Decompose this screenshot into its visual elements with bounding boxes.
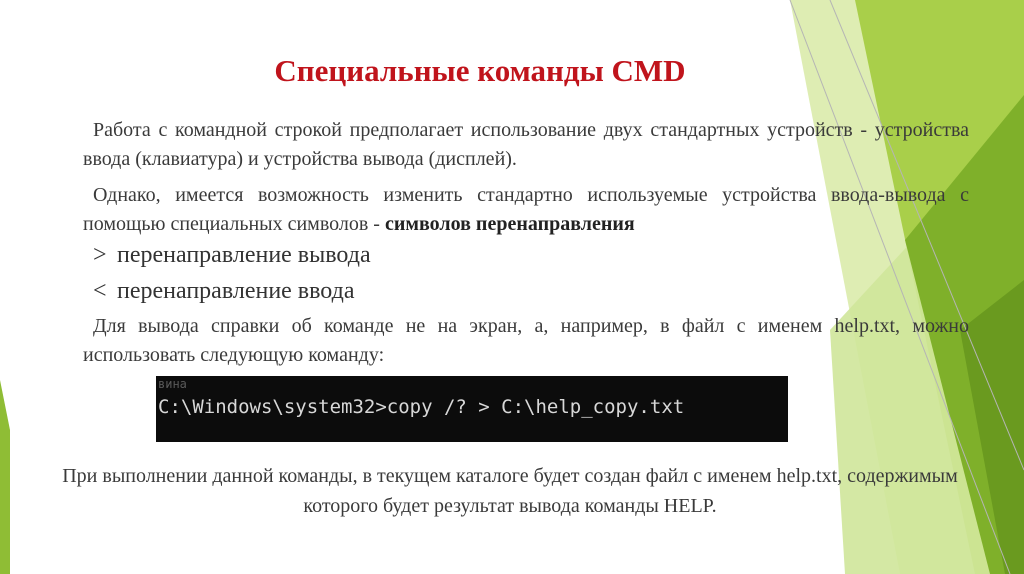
redirect-output-item bbox=[93, 240, 371, 270]
redirect-output-symbol: > bbox=[93, 242, 107, 268]
redirect-input-symbol: < bbox=[93, 278, 107, 304]
paragraph-redirect bbox=[83, 181, 969, 239]
command-ghost-text: вина bbox=[158, 377, 187, 391]
paragraph-redirect-bold: символов перенаправления bbox=[384, 213, 635, 235]
redirect-input-label: перенаправление ввода bbox=[117, 278, 355, 304]
command-screenshot bbox=[156, 376, 788, 442]
redirect-output-label: перенаправление вывода bbox=[117, 242, 371, 268]
green-shape-left-edge bbox=[0, 380, 10, 574]
slide-title: Специальные команды CMD bbox=[274, 53, 686, 88]
paragraph-redirect-text: Однако, имеется возможность изменить стандартно используемые устройства ввода-вывода с помощью специальных символов - bbox=[83, 184, 969, 235]
redirect-input-item bbox=[93, 276, 354, 306]
paragraph-result: При выполнении данной команды, в текущем каталоге будет создан файл с именем help.txt, содержимым которого будет результат вывода команды HELP. bbox=[62, 465, 958, 517]
command-line: C:\Windows\system32>copy /? > C:\help_copy.txt bbox=[158, 396, 685, 418]
paragraph-intro: Работа с командной строкой предполагает использование двух стандартных устройств - устройства ввода (клавиатура) и устройства вывода (дисплей). bbox=[83, 119, 969, 170]
paragraph-help-example: Для вывода справки об команде не на экран, а, например, в файл с именем help.txt, можно использовать следующую команду: bbox=[83, 315, 969, 366]
